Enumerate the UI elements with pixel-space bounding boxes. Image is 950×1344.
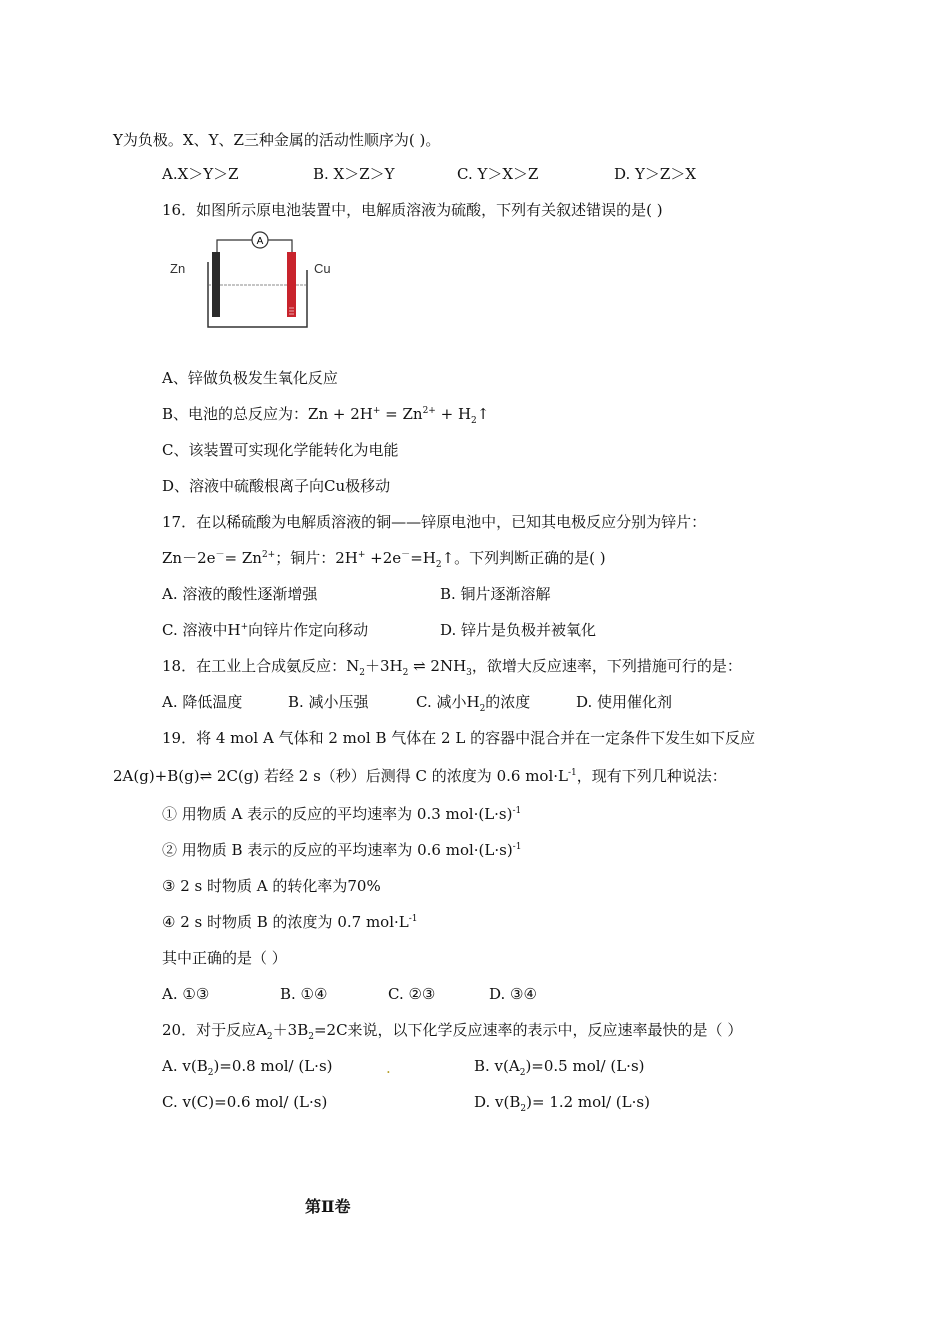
q20-option-c: C. v(C)=0.6 mol/ (L·s)	[162, 1093, 328, 1111]
q20-option-d: D. $v(B_2)= 1.2$ mol/ (L·s)	[474, 1093, 650, 1114]
q19-option-a: A. ①③	[162, 985, 210, 1003]
zn-label: Zn	[170, 261, 186, 276]
q20-option-b: B. $v(A_2)=0.5$ mol/ (L·s)	[474, 1057, 645, 1078]
q17-stem: 17．在以稀硫酸为电解质溶液的铜——锌原电池中，已知其电极反应分别为锌片：	[162, 513, 707, 531]
q16-option-d: D、溶液中硫酸根离子向Cu极移动	[162, 477, 391, 495]
ammeter-label: A	[256, 236, 264, 247]
q19-statement-2: ② 用物质 B 表示的反应的平均速率为 0.6 $mol\cdot(L\cdot s)^{-1}$	[162, 841, 522, 859]
q18-option-a: A. 降低温度	[162, 693, 243, 711]
wire-left	[217, 240, 252, 265]
galvanic-cell-figure	[162, 230, 352, 340]
q16-option-c: C、该装置可实现化学能转化为电能	[162, 441, 399, 459]
q18-stem: 18．在工业上合成氨反应：$N_2+3H_2$ ⇌ $2NH_3$，欲增大反应速率，下列措施可行的是：	[162, 657, 742, 678]
cu-electrode	[287, 252, 296, 317]
q19-reaction: 2A(g)+B(g)⇌ 2C(g) 若经 2 s（秒）后测得 C 的浓度为 0.6 $mol\cdot L^{-1}$，现有下列几种说法：	[113, 767, 727, 785]
q19-stem: 19．将 4 mol A 气体和 2 mol B 气体在 2 L 的容器中混合并在一定条件下发生如下反应	[162, 729, 756, 747]
q19-statement-3: ③ 2 s 时物质 A 的转化率为70%	[162, 877, 381, 895]
q18-option-c: C. 减小$H_2$的浓度	[416, 693, 531, 714]
q17-option-c: C. 溶液中H+向锌片作定向移动	[162, 621, 369, 639]
stray-dot: .	[386, 1059, 391, 1077]
q18-option-d: D. 使用催化剂	[576, 693, 673, 711]
q17-option-d: D. 锌片是负极并被氧化	[440, 621, 597, 639]
q15-option-b: B. X＞Z＞Y	[313, 165, 395, 183]
q19-question: 其中正确的是（ ）	[162, 949, 287, 967]
zn-electrode	[212, 252, 220, 317]
q20-option-a: A. $v(B_2)=0.8$ mol/ (L·s)	[162, 1057, 333, 1078]
q19-option-d: D. ③④	[489, 985, 537, 1003]
q20-stem: 20．对于反应$A_2+3B_2=2C$来说，以下化学反应速率的表示中，反应速率最快的是（ ）	[162, 1021, 743, 1042]
section-ii-heading: 第Ⅱ卷	[305, 1197, 351, 1216]
q17-option-a: A. 溶液的酸性逐渐增强	[162, 585, 318, 603]
q15-option-d: D. Y＞Z＞X	[614, 165, 697, 183]
q19-option-c: C. ②③	[388, 985, 436, 1003]
q19-option-b: B. ①④	[280, 985, 328, 1003]
q19-statement-4: ④ 2 s 时物质 B 的浓度为 0.7 $mol\cdot L^{-1}$	[162, 913, 418, 931]
q17-option-b: B. 铜片逐渐溶解	[440, 585, 551, 603]
q19-statement-1: ① 用物质 A 表示的反应的平均速率为 0.3 $mol\cdot(L\cdot s)^{-1}$	[162, 805, 522, 823]
q16-stem: 16．如图所示原电池装置中，电解质溶液为硫酸，下列有关叙述错误的是( )	[162, 201, 663, 219]
q18-option-b: B. 减小压强	[288, 693, 369, 711]
q15-option-a: A.X＞Y＞Z	[162, 165, 239, 183]
q15-tail: Y为负极。X、Y、Z三种金属的活动性顺序为( )。	[113, 131, 441, 149]
q16-option-a: A、锌做负极发生氧化反应	[162, 369, 338, 387]
q15-option-c: C. Y＞X＞Z	[457, 165, 539, 183]
q16-option-b: B、电池的总反应为：$Zn + 2H^+ = Zn^{2+}$ + $H_2↑$	[162, 405, 490, 426]
q17-electrode-reactions: $Zn-2e^-= Zn^{2+}$；铜片：$2H^+ +2e^-=H_2↑$。下列判断正确的是( )	[162, 549, 606, 570]
cu-label: Cu	[314, 261, 331, 276]
